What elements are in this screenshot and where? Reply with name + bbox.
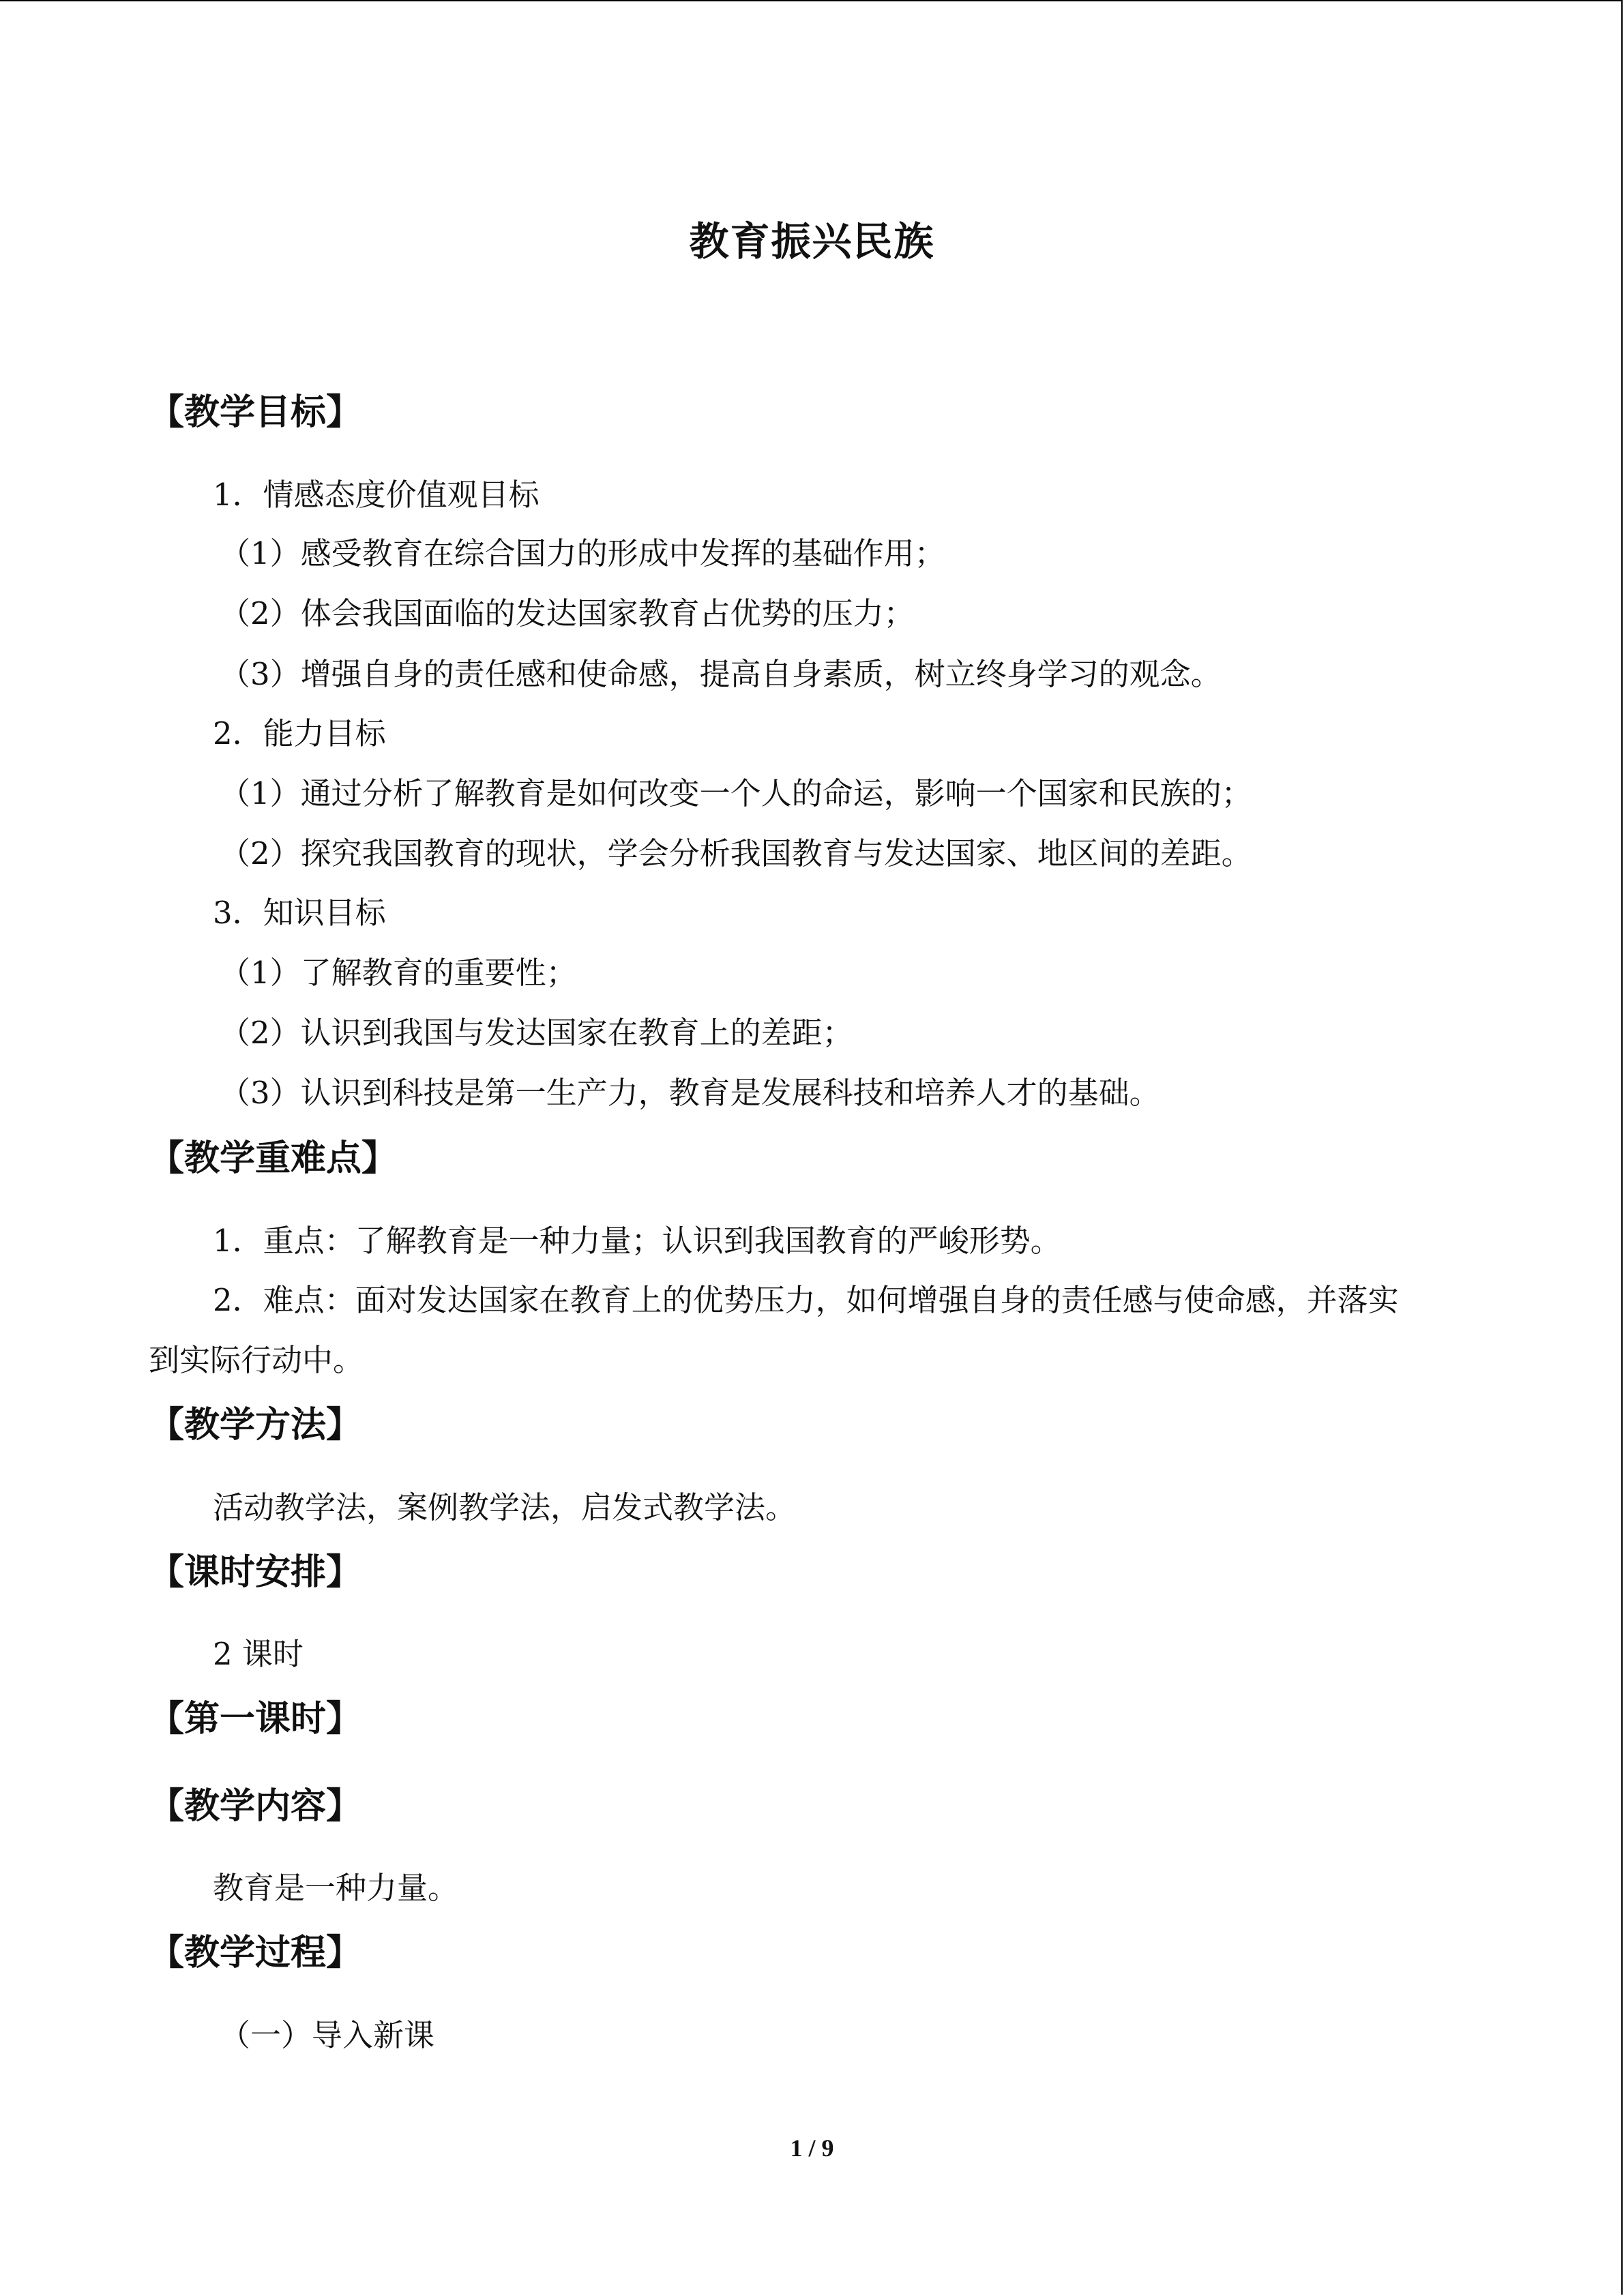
schedule-text: 2 课时 bbox=[213, 1636, 304, 1672]
page-number: 1 / 9 bbox=[790, 2134, 834, 2162]
goal-item-1-2: （2）体会我国面临的发达国家教育占优势的压力； bbox=[220, 595, 915, 631]
goal-item-1-1: （1）感受教育在综合国力的形成中发挥的基础作用； bbox=[220, 535, 945, 571]
goal-item-2-1: （1）通过分析了解教育是如何改变一个人的命运，影响一个国家和民族的； bbox=[220, 775, 1252, 811]
goal-item-2: 2．能力目标 bbox=[213, 715, 386, 751]
section-heading-content: 【教学内容】 bbox=[149, 1786, 362, 1827]
process-step-1: （一）导入新课 bbox=[220, 2017, 435, 2053]
goal-item-1: 1．情感态度价值观目标 bbox=[213, 477, 540, 513]
section-heading-lesson-1: 【第一课时】 bbox=[149, 1699, 362, 1740]
methods-text: 活动教学法，案例教学法，启发式教学法。 bbox=[213, 1489, 797, 1525]
key-point-2-line-2: 到实际行动中。 bbox=[149, 1342, 364, 1378]
section-heading-goals: 【教学目标】 bbox=[149, 392, 362, 433]
goal-item-3-2: （2）认识到我国与发达国家在教育上的差距； bbox=[220, 1015, 853, 1051]
key-point-2-line-1: 2．难点：面对发达国家在教育上的优势压力，如何增强自身的责任感与使命感，并落实 bbox=[213, 1282, 1399, 1318]
section-heading-process: 【教学过程】 bbox=[149, 1933, 362, 1973]
goal-item-3: 3．知识目标 bbox=[213, 895, 386, 931]
section-heading-schedule: 【课时安排】 bbox=[149, 1552, 362, 1593]
goal-item-3-3: （3）认识到科技是第一生产力，教育是发展科技和培养人才的基础。 bbox=[220, 1075, 1160, 1111]
content-text: 教育是一种力量。 bbox=[213, 1870, 459, 1906]
section-heading-key-points: 【教学重难点】 bbox=[149, 1138, 398, 1179]
goal-item-1-3: （3）增强自身的责任感和使命感，提高自身素质，树立终身学习的观念。 bbox=[220, 656, 1222, 692]
key-point-1: 1．重点：了解教育是一种力量；认识到我国教育的严峻形势。 bbox=[213, 1223, 1061, 1259]
goal-item-3-1: （1）了解教育的重要性； bbox=[220, 955, 577, 991]
section-heading-methods: 【教学方法】 bbox=[149, 1405, 362, 1446]
goal-item-2-2: （2）探究我国教育的现状，学会分析我国教育与发达国家、地区间的差距。 bbox=[220, 835, 1252, 871]
document-title: 教育振兴民族 bbox=[689, 218, 935, 265]
